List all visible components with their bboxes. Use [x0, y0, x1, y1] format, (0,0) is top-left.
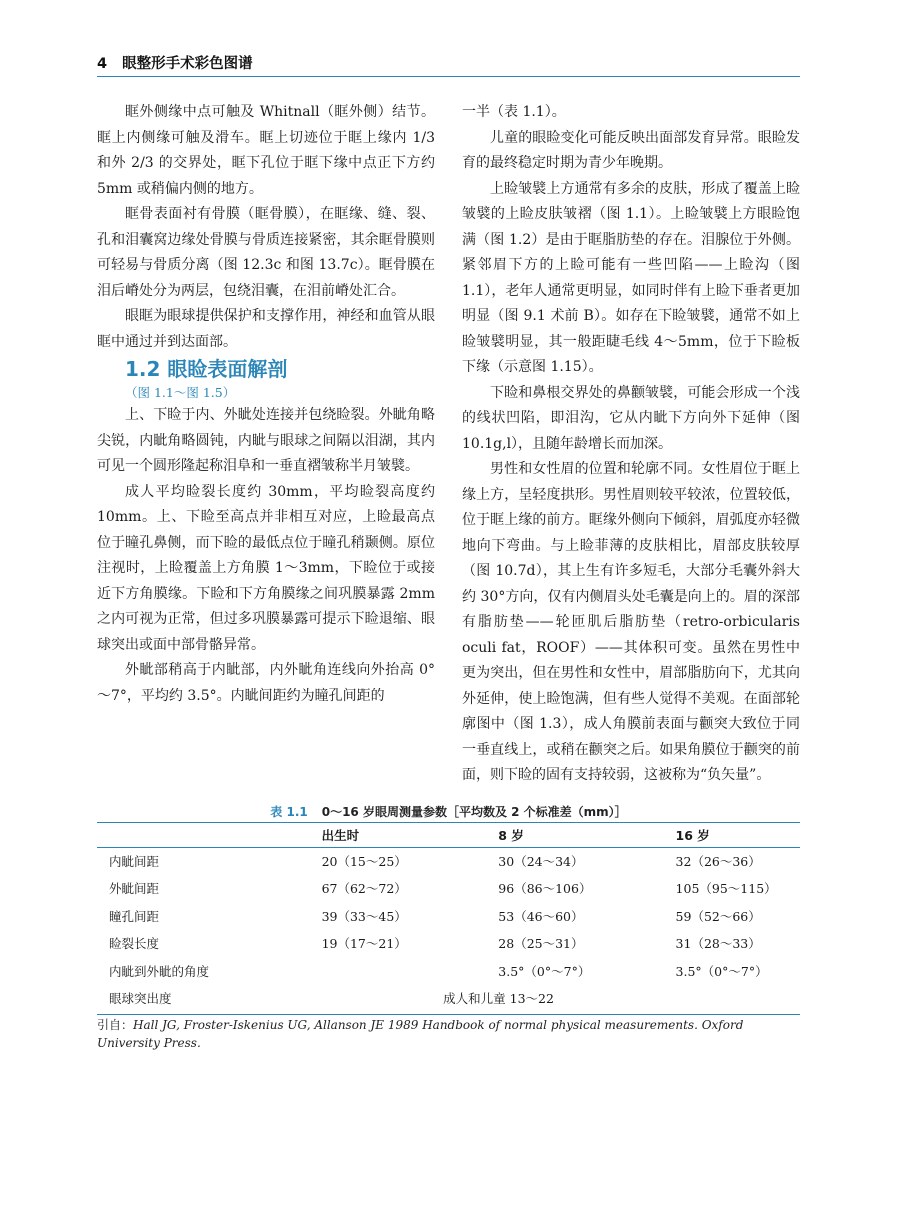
table-row: [97, 902, 800, 930]
row-label: 眼球突出度: [109, 991, 172, 1007]
left-column: [97, 100, 435, 709]
header-cell-birth: 出生时: [321, 827, 360, 843]
cell-merged: 成人和儿童 13～22: [443, 991, 554, 1007]
table-row: [97, 985, 800, 1013]
section-figure-ref: （图 1.1～图 1.5）: [125, 385, 236, 400]
cell-birth: 20（15～25）: [321, 853, 407, 869]
table-source: [97, 1016, 800, 1052]
cell-age16: 59（52～66）: [675, 908, 761, 924]
paragraph: 男性和女性眉的位置和轮廓不同。女性眉位于眶上缘上方，呈轻度拱形。男性眉则较平较浓，位置较低，位于眶上缘的前方。眶缘外侧向下倾斜，眉弧度亦轻微地向下弯曲。与上睑菲薄的皮肤相比，眉部皮肤较厚（图 10.7d），其上生有许多短毛，大部分毛囊外斜大约 30°方向，仅有内侧眉头处毛囊是向上的。眉的深部有脂肪垫——轮匝肌后脂肪垫（retro-orbicularis oculi fat，ROOF）——其体积可变。虽然在男性中更为突出，但在男性和女性中，眉部脂肪向下，尤其向外延伸，使上睑饱满，但有些人觉得不美观。在面部轮廓图中（图 1.3），成人角膜前表面与颧突大致位于同一垂直线上，或稍在颧突之后。如果角膜位于颧突的前面，则下睑的固有支持较弱，这被称为“负矢量”。: [462, 461, 800, 783]
right-column: [462, 100, 800, 789]
table-number: 表 1.1: [270, 805, 308, 819]
cell-age8: 96（86～106）: [498, 881, 592, 897]
cell-age8: 28（25～31）: [498, 936, 584, 952]
table-header-row: [97, 822, 800, 847]
cell-age8: 53（46～60）: [498, 908, 584, 924]
row-label: 睑裂长度: [109, 936, 160, 952]
measurement-table: [97, 822, 800, 1012]
table-row: [97, 875, 800, 903]
paragraph: 眶骨表面衬有骨膜（眶骨膜），在眶缘、缝、裂、孔和泪囊窝边缘处骨膜与骨质连接紧密，其余眶骨膜则可轻易与骨质分离（图 12.3c 和图 13.7c）。眶骨膜在泪后嵴处分为两层，包绕泪囊，在泪前嵴处汇合。: [97, 206, 435, 299]
header-cell-age16: 16 岁: [675, 827, 710, 843]
cell-age8: 3.5°（0°～7°）: [498, 963, 591, 979]
table-row: [97, 930, 800, 958]
running-header: [97, 52, 797, 78]
header-cell: [97, 822, 322, 847]
cell-empty: [676, 985, 800, 1013]
row-label: 内眦到外眦的角度: [109, 963, 210, 979]
cell-birth: [322, 957, 499, 985]
table-title: 0～16 岁眼周测量参数［平均数及 2 个标准差（mm）］: [321, 805, 627, 819]
cell-age8: 30（24～34）: [498, 853, 584, 869]
cell-age16: 32（26～36）: [675, 853, 761, 869]
cell-age16: 3.5°（0°～7°）: [675, 963, 768, 979]
paragraph: 眼眶为眼球提供保护和支撑作用，神经和血管从眼眶中通过并到达面部。: [97, 308, 435, 350]
cell-age16: 105（95～115）: [675, 881, 777, 897]
source-reference: Hall JG, Froster-Iskenius UG, Allanson JE 1989 Handbook of normal physical measurements. Oxford University Press.: [97, 1018, 744, 1050]
row-label: 瞳孔间距: [109, 908, 160, 924]
paragraph: 儿童的眼睑变化可能反映出面部发育异常。眼睑发育的最终稳定时期为青少年晚期。: [462, 129, 800, 171]
cell-birth: 67（62～72）: [321, 881, 407, 897]
book-title: 眼整形手术彩色图谱: [122, 56, 253, 72]
table-caption: [97, 803, 800, 820]
source-label: 引自：: [97, 1018, 134, 1032]
header-cell-age8: 8 岁: [498, 827, 524, 843]
cell-birth: 19（17～21）: [321, 936, 407, 952]
cell-birth: 39（33～45）: [321, 908, 407, 924]
paragraph: 上、下睑于内、外眦处连接并包绕睑裂。外眦角略尖锐，内眦角略圆钝，内眦与眼球之间隔以泪湖，其内可见一个圆形隆起称泪阜和一垂直褶皱称半月皱襞。: [97, 407, 435, 474]
row-label: 内眦间距: [109, 853, 160, 869]
section-title: 1.2 眼睑表面解剖: [125, 357, 288, 381]
paragraph: 成人平均睑裂长度约 30mm，平均睑裂高度约 10mm。上、下睑至高点并非相互对应，上睑最高点位于瞳孔鼻侧，而下睑的最低点位于瞳孔稍颞侧。原位注视时，上睑覆盖上方角膜 1～3mm，下睑位于或接近下方角膜缘。下睑和下方角膜缘之间巩膜暴露 2mm 之内可视为正常，但过多巩膜暴露可提示下睑退缩、眼球突出或面中部骨骼异常。: [97, 483, 435, 653]
paragraph: 眶外侧缘中点可触及 Whitnall（眶外侧）结节。眶上内侧缘可触及滑车。眶上切迹位于眶上缘内 1/3 和外 2/3 的交界处，眶下孔位于眶下缘中点正下方约 5mm 或稍偏内侧的地方。: [97, 104, 435, 197]
paragraph: 上睑皱襞上方通常有多余的皮肤，形成了覆盖上睑皱襞的上睑皮肤皱褶（图 1.1）。上睑皱襞上方眼睑饱满（图 1.2）是由于眶脂肪垫的存在。泪腺位于外侧。紧邻眉下方的上睑可能有一些凹陷——上睑沟（图 1.1），老年人通常更明显，如同时伴有上睑下垂者更加明显（图 9.1 术前 B）。如存在下睑皱襞，通常不如上睑皱襞明显，其一般距睫毛线 4～5mm，位于下睑板下缘（示意图 1.15）。: [462, 180, 800, 375]
paragraph: 外眦部稍高于内眦部，内外眦角连线向外抬高 0°～7°，平均约 3.5°。内眦间距约为瞳孔间距的: [97, 662, 435, 704]
paragraph-continuation: 一半（表 1.1）。: [462, 104, 566, 120]
cell-age16: 31（28～33）: [675, 936, 761, 952]
table-row: [97, 957, 800, 985]
table-row: [97, 847, 800, 875]
row-label: 外眦间距: [109, 881, 160, 897]
header-rule: [97, 76, 800, 77]
table-bottom-rule: [97, 1014, 800, 1015]
page-number: 4: [97, 56, 108, 72]
paragraph: 下睑和鼻根交界处的鼻颧皱襞，可能会形成一个浅的线状凹陷，即泪沟，它从内眦下方向外下延伸（图 10.1g,l），且随年龄增长而加深。: [462, 384, 800, 452]
